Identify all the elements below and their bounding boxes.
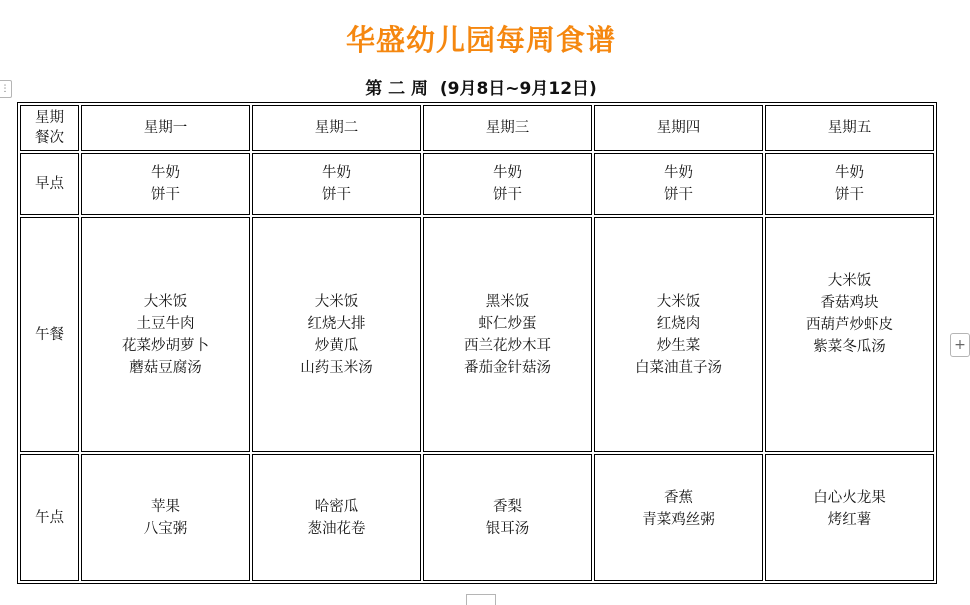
table-move-handle-icon[interactable]: ⋮: [0, 80, 12, 98]
dish-item: 饼干: [151, 187, 180, 203]
dish-item: 花菜炒胡萝卜: [122, 337, 209, 354]
corner-meal-label: 餐次: [35, 130, 64, 146]
dish-item: 虾仁炒蛋: [478, 315, 537, 332]
page-title: 华盛幼儿园每周食谱: [345, 23, 616, 57]
dish-item: 八宝粥: [143, 520, 188, 537]
dish-item: 大米饭: [314, 293, 359, 310]
meal-label-breakfast: 早点: [20, 153, 79, 215]
dish-item: 西葫芦炒虾皮: [806, 317, 893, 333]
breakfast-row: [20, 153, 934, 215]
dish-item: 银耳汤: [485, 520, 530, 537]
dish-item: 白菜油苴子汤: [635, 359, 722, 376]
weekly-menu-table: [17, 102, 937, 584]
dish-item: 葱油花卷: [307, 520, 366, 537]
week-subtitle: 第 二 周 (9月8日~9月12日): [365, 79, 597, 99]
meal-label-lunch: 午餐: [20, 217, 79, 452]
menu-cell: [594, 454, 763, 581]
add-column-plus-icon[interactable]: +: [950, 333, 970, 357]
corner-cell: [20, 105, 79, 151]
dish-item: 牛奶: [664, 165, 693, 181]
menu-cell: [81, 153, 250, 215]
menu-cell: [594, 153, 763, 215]
afternoon-snack-row: [20, 454, 934, 581]
dish-item: 红烧大排: [307, 315, 366, 332]
menu-cell: [252, 454, 421, 581]
dish-item: 大米饭: [143, 293, 188, 310]
day-header-thursday: 星期四: [594, 105, 763, 151]
menu-cell: [765, 153, 934, 215]
dish-item: 牛奶: [835, 165, 864, 181]
dish-item: 香梨: [493, 498, 522, 515]
dish-item: 青菜鸡丝粥: [642, 512, 715, 528]
dish-item: 牛奶: [493, 165, 522, 181]
dish-item: 紫菜冬瓜汤: [813, 339, 886, 355]
corner-weekday-label: 星期: [35, 110, 64, 126]
dish-item: 炒黄瓜: [314, 337, 359, 354]
day-header-tuesday: 星期二: [252, 105, 421, 151]
dish-item: 土豆牛肉: [136, 315, 195, 332]
dish-item: 炒生菜: [656, 337, 701, 354]
dish-item: 饼干: [493, 187, 522, 203]
dish-item: 大米饭: [827, 273, 872, 289]
dish-item: 饼干: [835, 187, 864, 203]
dish-item: 牛奶: [151, 165, 180, 181]
day-header-monday: 星期一: [81, 105, 250, 151]
menu-cell: [252, 217, 421, 452]
dish-item: 红烧肉: [656, 315, 701, 332]
menu-cell: [765, 217, 934, 452]
header-row: [20, 105, 934, 151]
menu-cell: [252, 153, 421, 215]
meal-label-afternoon-snack: 午点: [20, 454, 79, 581]
menu-cell: [81, 454, 250, 581]
dish-item: 香菇鸡块: [820, 295, 879, 311]
menu-cell: [423, 454, 592, 581]
dish-item: 山药玉米汤: [300, 359, 373, 376]
lunch-row: [20, 217, 934, 452]
menu-cell: [423, 153, 592, 215]
menu-cell: [765, 454, 934, 581]
dish-item: 黑米饭: [485, 293, 530, 310]
dish-item: 饼干: [664, 187, 693, 203]
day-header-friday: 星期五: [765, 105, 934, 151]
dish-item: 苹果: [151, 498, 180, 515]
menu-cell: [594, 217, 763, 452]
dish-item: 哈密瓜: [314, 498, 359, 515]
dish-item: 香蕉: [664, 490, 693, 506]
dish-item: 烤红薯: [827, 512, 872, 528]
dish-item: 番茄金针菇汤: [464, 359, 551, 376]
menu-cell: [423, 217, 592, 452]
add-row-tab[interactable]: [466, 594, 496, 605]
dish-item: 大米饭: [656, 293, 701, 310]
menu-cell: [81, 217, 250, 452]
dish-item: 牛奶: [322, 165, 351, 181]
day-header-wednesday: 星期三: [423, 105, 592, 151]
dish-item: 西兰花炒木耳: [464, 337, 551, 354]
dish-item: 蘑菇豆腐汤: [129, 359, 202, 376]
dish-item: 饼干: [322, 187, 351, 203]
dish-item: 白心火龙果: [813, 490, 886, 506]
